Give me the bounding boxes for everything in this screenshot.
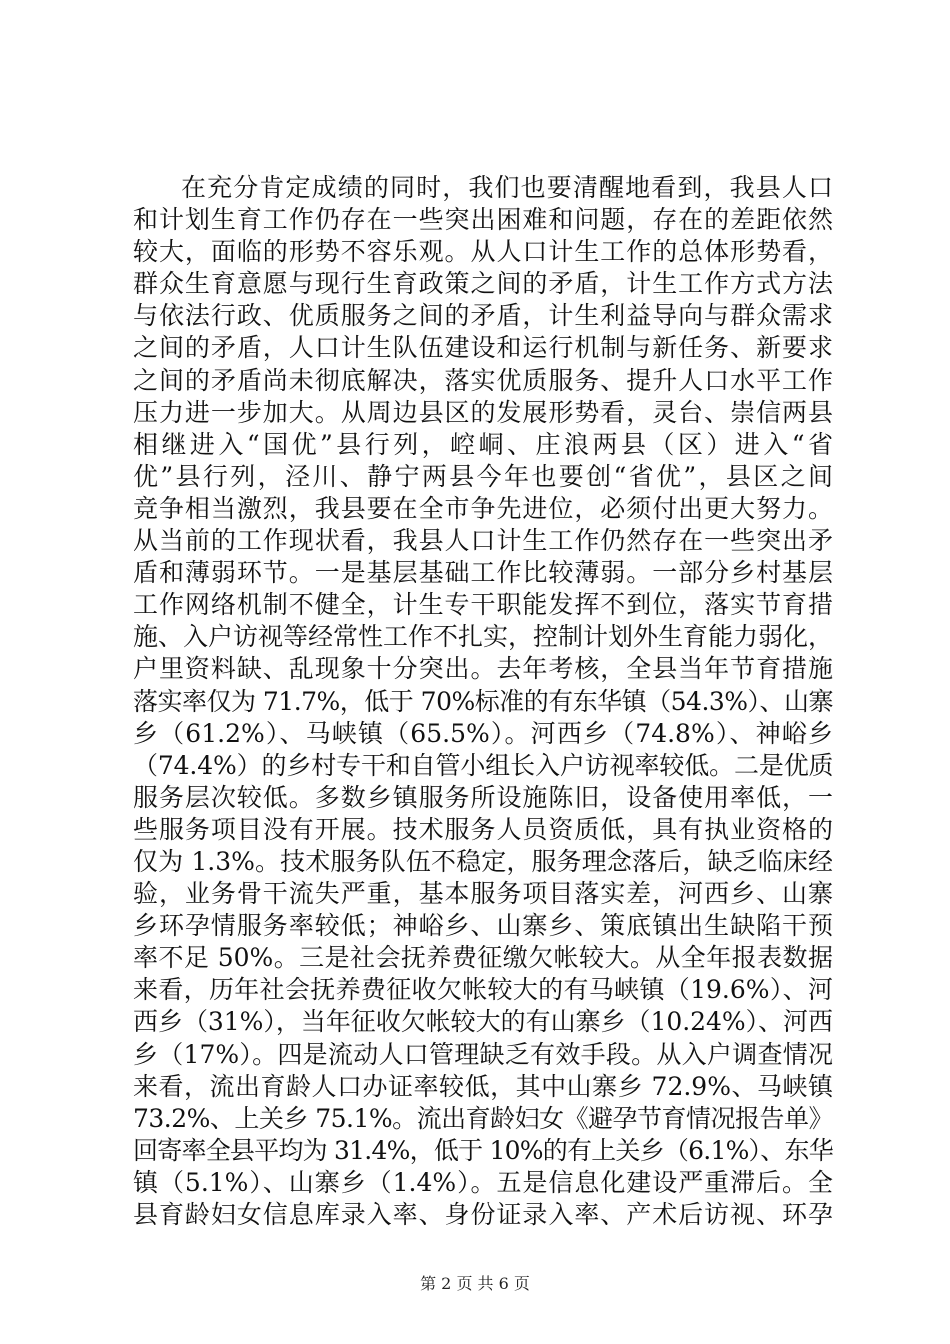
paragraph-line: 些服务项目没有开展。技术服务人员资质低，具有执业资格的	[133, 814, 833, 844]
paragraph-line: 来看，流出育龄人口办证率较低，其中山寨乡 72.9%、马峡镇	[133, 1071, 833, 1101]
paragraph-line: 之间的矛盾，人口计生队伍建设和运行机制与新任务、新要求	[133, 333, 833, 363]
paragraph-line: 群众生育意愿与现行生育政策之间的矛盾，计生工作方式方法	[133, 269, 833, 299]
paragraph-line: 工作网络机制不健全，计生专干职能发挥不到位，落实节育措	[133, 590, 833, 620]
paragraph-line: 从当前的工作现状看，我县人口计生工作仍然存在一些突出矛	[133, 526, 833, 556]
paragraph-line: 户里资料缺、乱现象十分突出。去年考核，全县当年节育措施	[133, 654, 833, 684]
paragraph-line: 乡（61.2%）、马峡镇（65.5%）。河西乡（74.8%）、神峪乡	[133, 718, 833, 748]
paragraph-line: 回寄率全县平均为 31.4%，低于 10%的有上关乡（6.1%）、东华	[133, 1135, 833, 1165]
paragraph-line: 盾和薄弱环节。一是基层基础工作比较薄弱。一部分乡村基层	[133, 558, 833, 588]
paragraph-line: 相继进入“国优”县行列，崆峒、庄浪两县（区）进入“省	[133, 429, 833, 459]
paragraph-line: 之间的矛盾尚未彻底解决，落实优质服务、提升人口水平工作	[133, 365, 833, 395]
paragraph-line: 和计划生育工作仍存在一些突出困难和问题，存在的差距依然	[133, 205, 833, 235]
paragraph-line: 服务层次较低。多数乡镇服务所设施陈旧，设备使用率低，一	[133, 782, 833, 812]
paragraph-line: 优”县行列，泾川、静宁两县今年也要创“省优”，县区之间	[133, 461, 833, 491]
paragraph-line: 施、入户访视等经常性工作不扎实，控制计划外生育能力弱化，	[133, 622, 834, 652]
paragraph-line: 竞争相当激烈，我县要在全市争先进位，必须付出更大努力。	[133, 493, 833, 523]
paragraph-line: 落实率仅为 71.7%，低于 70%标准的有东华镇（54.3%）、山寨	[133, 686, 833, 716]
paragraph-line: 73.2%、上关乡 75.1%。流出育龄妇女《避孕节育情况报告单》	[133, 1103, 833, 1133]
body-paragraph	[133, 172, 833, 1231]
paragraph-line: 镇（5.1%）、山寨乡（1.4%）。五是信息化建设严重滞后。全	[133, 1167, 833, 1197]
paragraph-line: 乡环孕情服务率较低；神峪乡、山寨乡、策底镇出生缺陷干预	[133, 911, 833, 941]
paragraph-line: 验，业务骨干流失严重，基本服务项目落实差，河西乡、山寨	[133, 879, 833, 909]
page-footer: 第 2 页 共 6 页	[420, 1274, 530, 1293]
paragraph-line: 来看，历年社会抚养费征收欠帐较大的有马峡镇（19.6%）、河	[133, 975, 833, 1005]
paragraph-line: 率不足 50%。三是社会抚养费征缴欠帐较大。从全年报表数据	[133, 943, 833, 973]
paragraph-line: 压力进一步加大。从周边县区的发展形势看，灵台、崇信两县	[133, 397, 833, 427]
paragraph-line: 县育龄妇女信息库录入率、身份证录入率、产术后访视、环孕	[133, 1200, 833, 1229]
paragraph-line: 与依法行政、优质服务之间的矛盾，计生利益导向与群众需求	[133, 301, 833, 331]
paragraph-line: 仅为 1.3%。技术服务队伍不稳定，服务理念落后，缺乏临床经	[133, 846, 833, 876]
paragraph-line: 西乡（31%），当年征收欠帐较大的有山寨乡（10.24%）、河西	[133, 1007, 833, 1037]
paragraph-line: 乡（17%）。四是流动人口管理缺乏有效手段。从入户调查情况	[133, 1039, 833, 1069]
paragraph-line: （74.4%）的乡村专干和自管小组长入户访视率较低。二是优质	[133, 750, 834, 780]
paragraph-line: 在充分肯定成绩的同时，我们也要清醒地看到，我县人口	[181, 173, 833, 202]
paragraph-line: 较大，面临的形势不容乐观。从人口计生工作的总体形势看，	[133, 237, 833, 267]
